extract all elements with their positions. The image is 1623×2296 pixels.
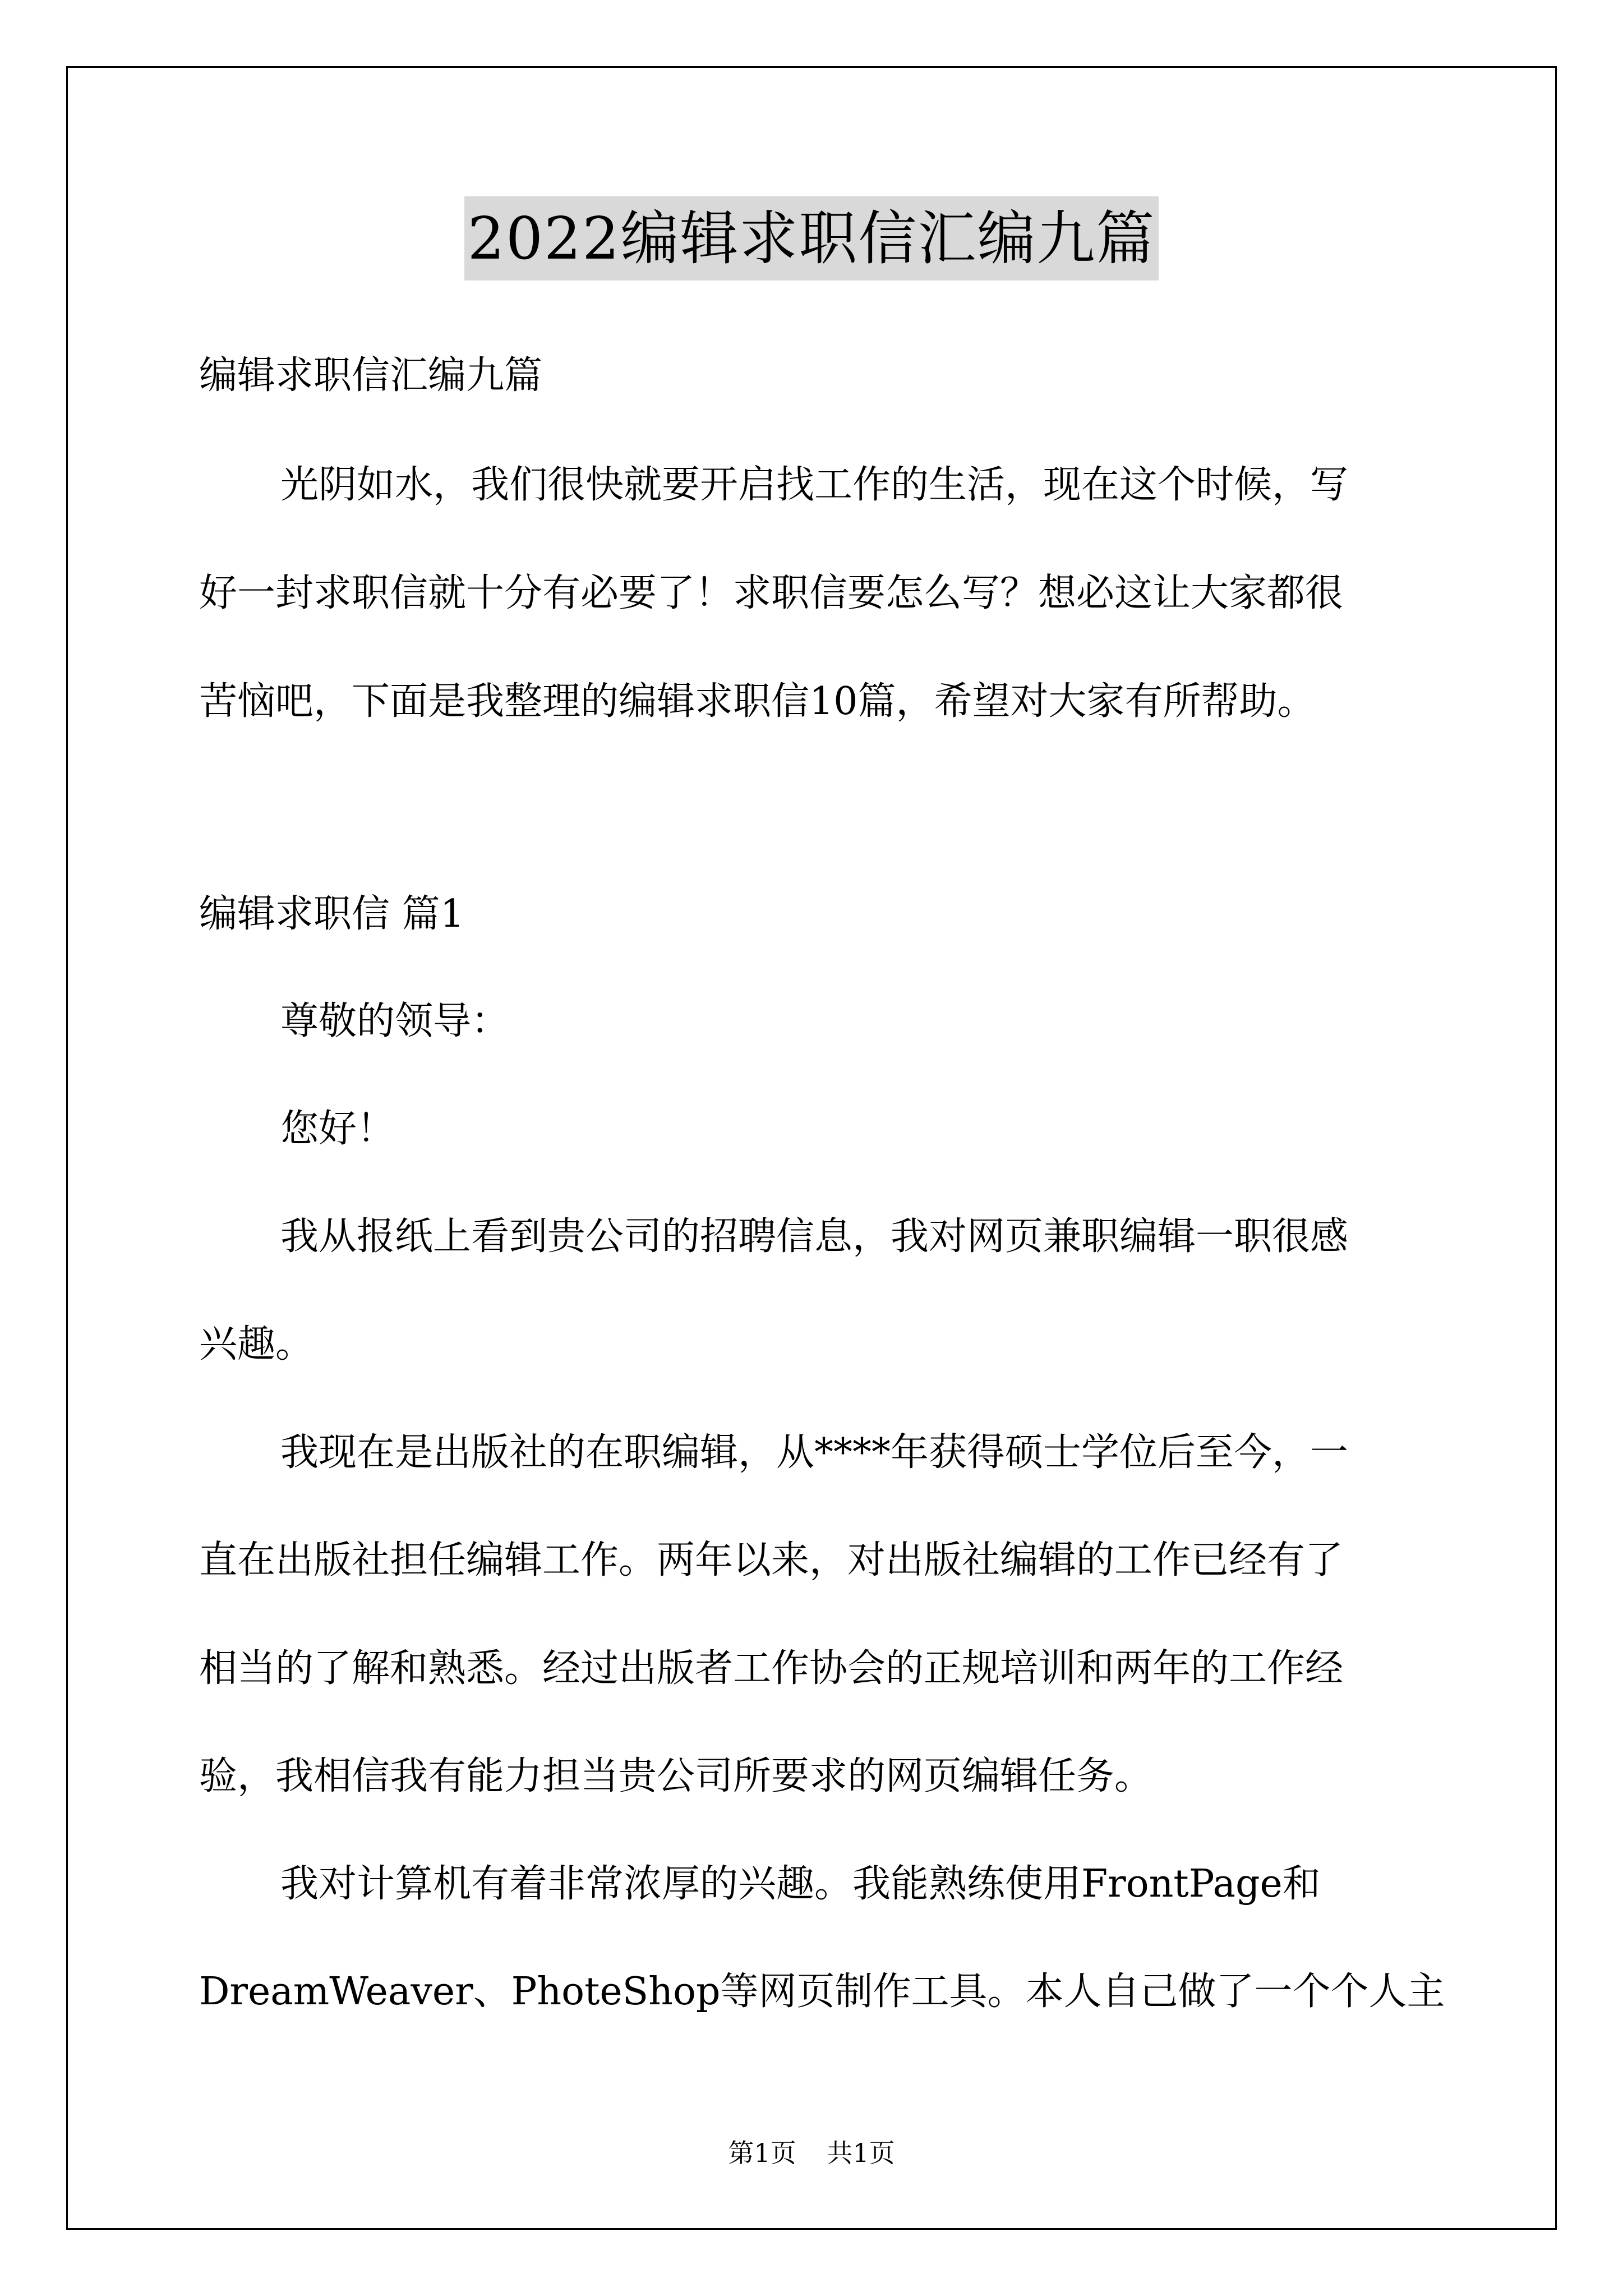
paragraph-line: DreamWeaver、PhoteShop等网页制作工具。本人自己做了一个个人主	[199, 1970, 1445, 2014]
paragraph-line: 直在出版社担任编辑工作。两年以来，对出版社编辑的工作已经有了	[199, 1538, 1344, 1582]
page-total: 共1页	[827, 2138, 895, 2168]
paragraph-line: 验，我相信我有能力担当贵公司所要求的网页编辑任务。	[199, 1754, 1153, 1798]
document-title: 2022编辑求职信汇编九篇	[464, 196, 1159, 280]
section-heading: 编辑求职信 篇1	[199, 892, 464, 936]
paragraph-line: 光阴如水，我们很快就要开启找工作的生活，现在这个时候，写	[280, 463, 1349, 507]
paragraph-line: 苦恼吧，下面是我整理的编辑求职信10篇，希望对大家有所帮助。	[199, 679, 1316, 724]
document-subtitle: 编辑求职信汇编九篇	[199, 353, 543, 398]
paragraph-line: 我现在是出版社的在职编辑，从****年获得硕士学位后至今，一	[280, 1430, 1349, 1475]
salutation: 尊敬的领导：	[280, 999, 510, 1043]
paragraph-line: 相当的了解和熟悉。经过出版者工作协会的正规培训和两年的工作经	[199, 1646, 1344, 1691]
paragraph-line: 兴趣。	[199, 1322, 314, 1366]
paragraph-line: 我对计算机有着非常浓厚的兴趣。我能熟练使用FrontPage和	[280, 1862, 1321, 1906]
page-number: 第1页	[728, 2138, 796, 2168]
greeting: 您好！	[280, 1107, 395, 1151]
page-footer	[0, 2136, 1623, 2170]
paragraph-line: 我从报纸上看到贵公司的招聘信息，我对网页兼职编辑一职很感	[280, 1214, 1349, 1259]
paragraph-line: 好一封求职信就十分有必要了！求职信要怎么写？想必这让大家都很	[199, 571, 1344, 615]
title-container	[0, 196, 1623, 280]
